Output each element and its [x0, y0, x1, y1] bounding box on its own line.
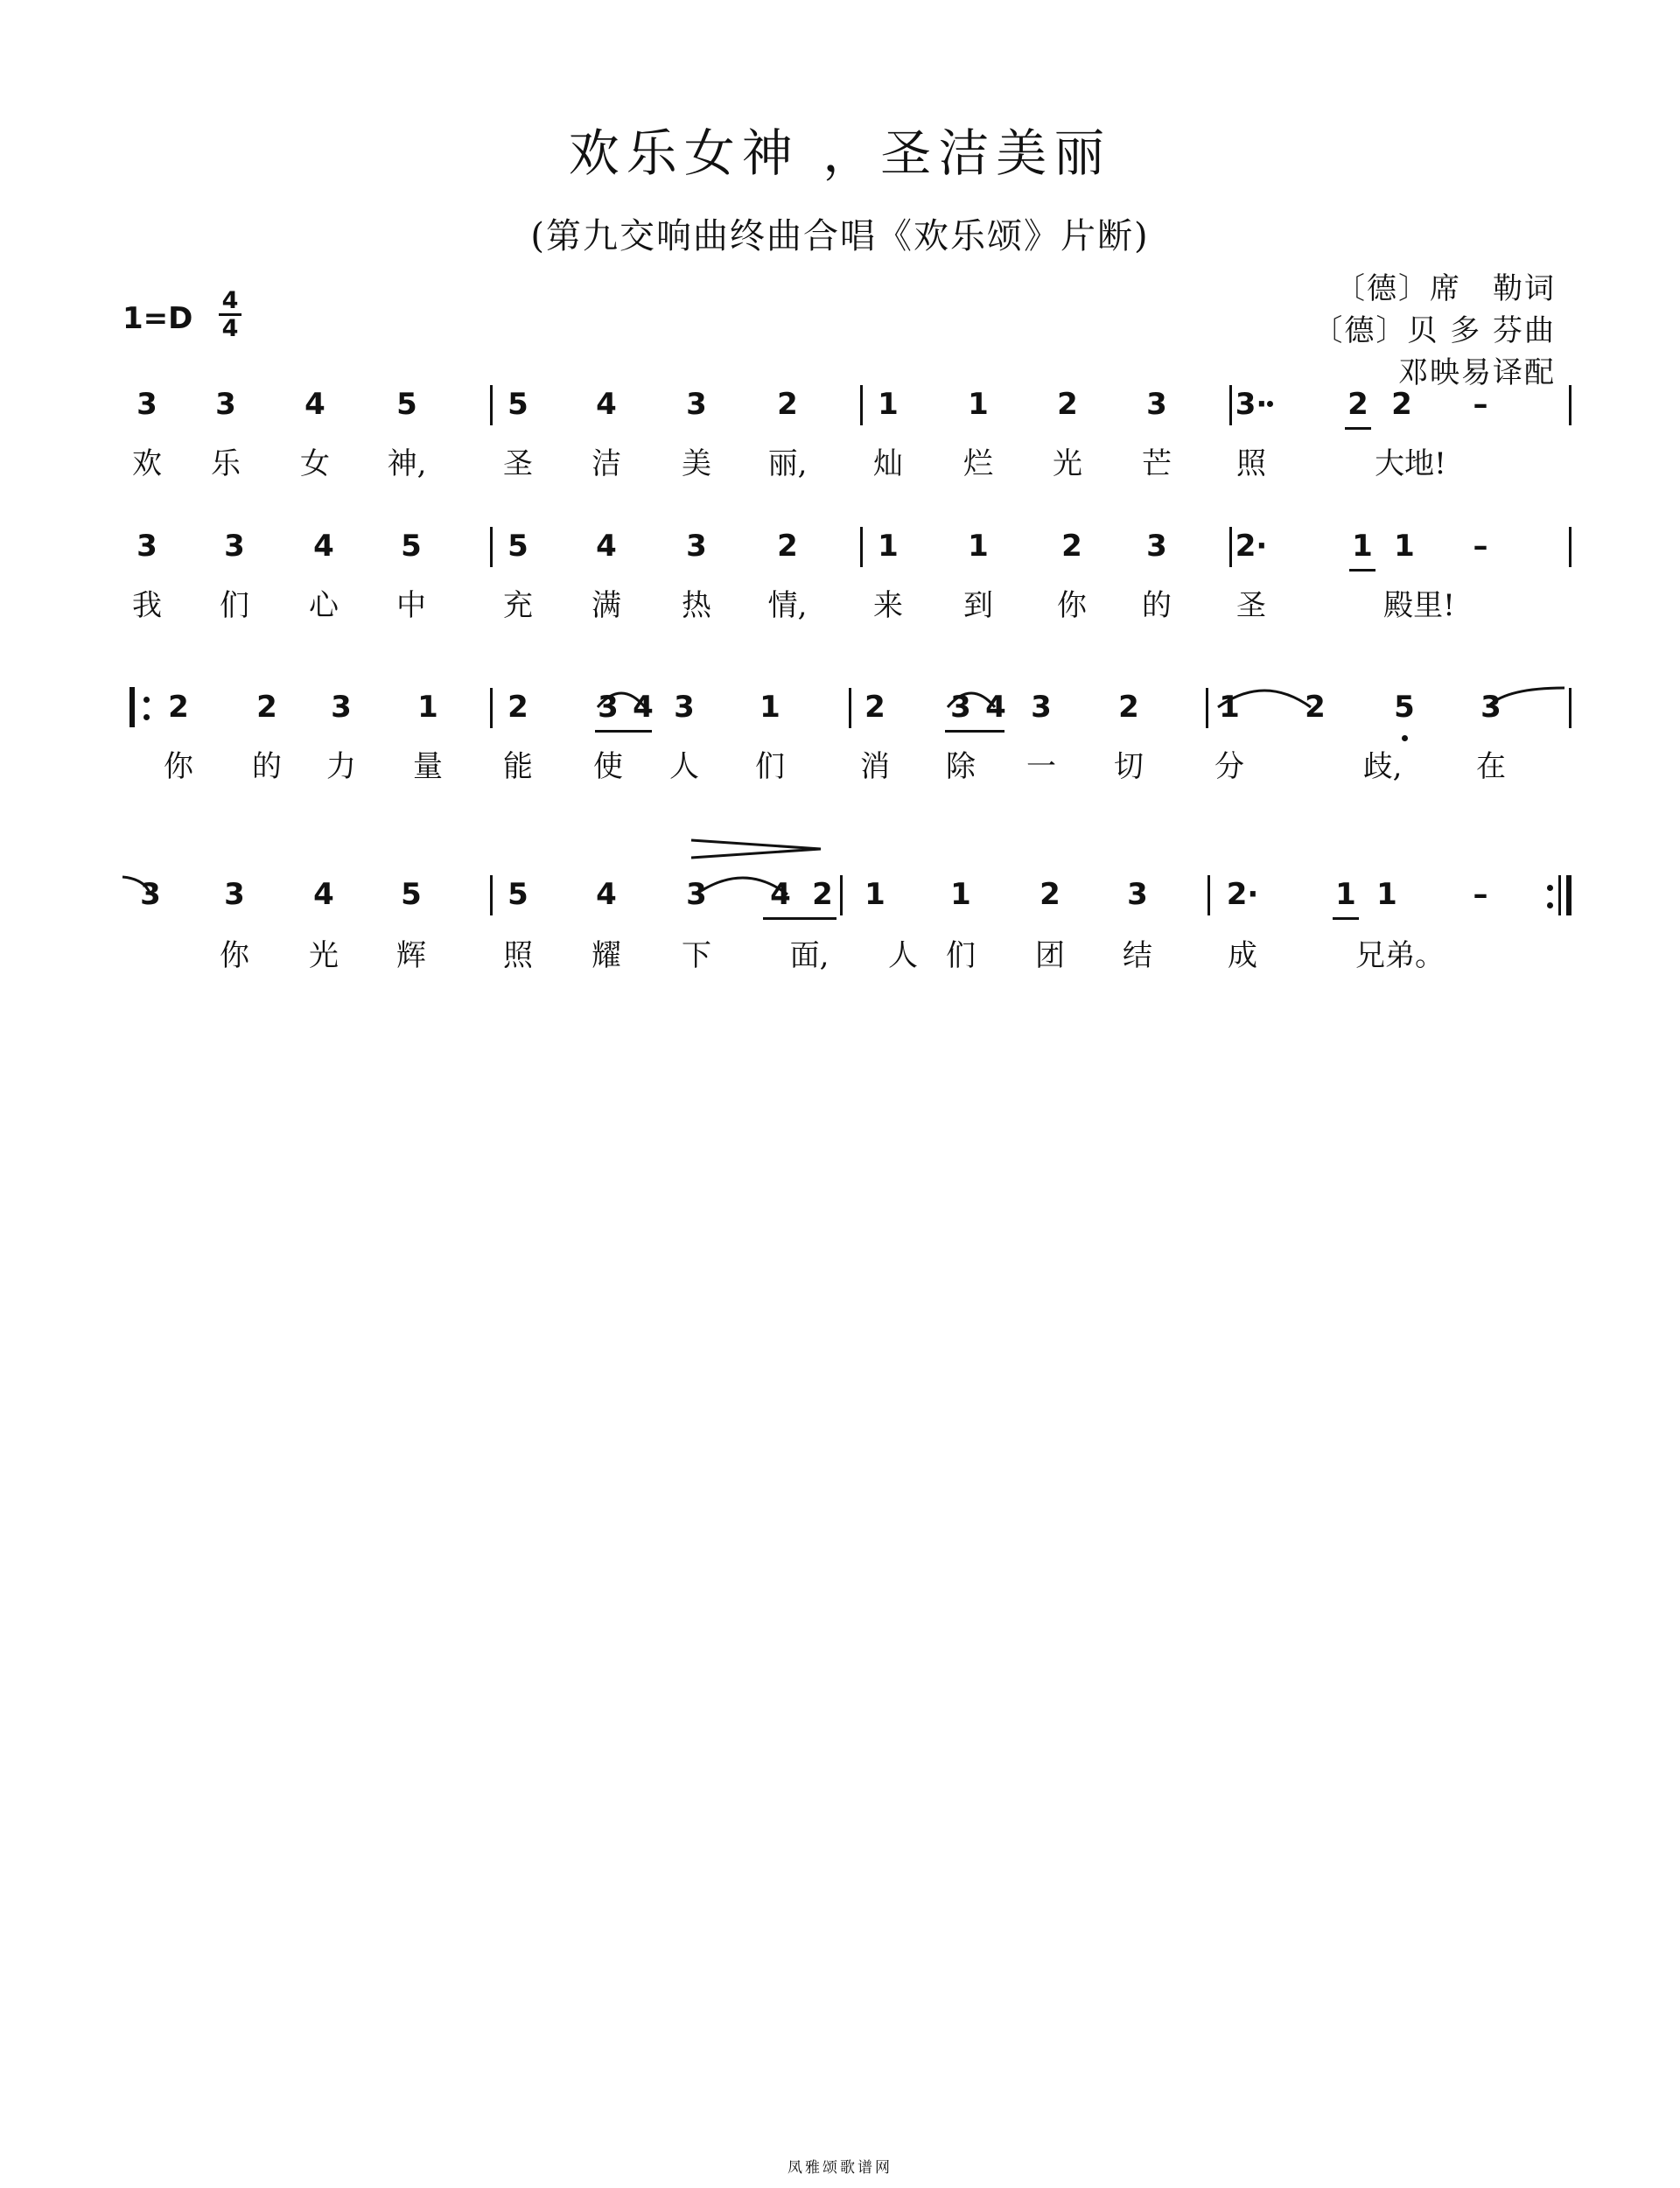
note: 5	[396, 387, 417, 422]
lyric-syllable: 你	[220, 938, 249, 973]
lyricist-credit: 〔德〕席 勒词	[1335, 271, 1556, 306]
note: 2	[1040, 877, 1060, 912]
note: 1	[968, 529, 989, 564]
lyric-syllable: 殿里!	[1383, 588, 1455, 623]
lyric-syllable: 乐	[211, 446, 241, 481]
slur	[1218, 691, 1311, 707]
note: 4	[313, 877, 334, 912]
note: –	[1473, 387, 1488, 422]
lyric-syllable: 欢	[132, 446, 162, 481]
note: 5	[508, 529, 528, 564]
lyric-syllable: 使	[593, 749, 623, 784]
note: –	[1473, 877, 1488, 912]
lyric-syllable: 灿	[873, 446, 903, 481]
lyric-syllable: 照	[1236, 446, 1266, 481]
lyric-syllable: 美	[682, 446, 711, 481]
note: 3	[686, 877, 707, 912]
note: 5	[1394, 690, 1415, 725]
lyric-syllable: 辉	[396, 938, 426, 973]
note: 2	[508, 690, 528, 725]
lyric-syllable: 你	[164, 749, 193, 784]
lyric-syllable: 充	[503, 588, 533, 623]
lyric-syllable: 烂	[963, 446, 993, 481]
note: 2·	[1235, 529, 1268, 564]
note: 1	[1394, 529, 1415, 564]
note: 4	[596, 529, 617, 564]
lyric-syllable: 情,	[767, 588, 808, 623]
lyric-syllable: 光	[309, 938, 339, 973]
note: 1	[417, 690, 438, 725]
lyric-syllable: 你	[1057, 588, 1087, 623]
note: 3	[1127, 877, 1148, 912]
lyric-syllable: 圣	[1236, 588, 1266, 623]
lyric-syllable: 圣	[503, 446, 533, 481]
note: 5	[508, 387, 528, 422]
note: 3	[136, 387, 158, 422]
lyric-syllable: 女	[300, 446, 330, 481]
lyric-syllable: 耀	[592, 938, 621, 973]
lyric-syllable: 我	[132, 588, 162, 623]
lyric-syllable: 大地!	[1375, 446, 1446, 481]
slur	[598, 693, 645, 707]
slur	[948, 693, 995, 707]
lyric-syllable: 力	[326, 749, 356, 784]
slur	[696, 878, 788, 894]
lyric-syllable: 除	[946, 749, 976, 784]
composer-credit: 〔德〕贝 多 芬曲	[1312, 313, 1556, 348]
note: 3	[1031, 690, 1052, 725]
note: 3·	[1235, 387, 1268, 422]
note: –	[1473, 529, 1488, 564]
note: 4	[633, 690, 654, 725]
note: 1	[1352, 529, 1373, 564]
note: 3	[224, 529, 245, 564]
tie	[122, 877, 150, 894]
lyric-syllable: 中	[396, 588, 426, 623]
note: 3	[224, 877, 245, 912]
note: 2	[168, 690, 189, 725]
note: 5	[401, 877, 422, 912]
lyric-syllable: 分	[1214, 749, 1244, 784]
lyric-syllable: 在	[1476, 749, 1506, 784]
note: 2	[812, 877, 833, 912]
decrescendo-mark	[691, 840, 821, 858]
note: 5	[508, 877, 528, 912]
note: 4	[304, 387, 326, 422]
note: 4	[596, 387, 617, 422]
note: 1	[760, 690, 780, 725]
note: 3	[674, 690, 695, 725]
lyric-syllable: 们	[755, 749, 785, 784]
lyric-syllable: 下	[682, 938, 711, 973]
lyric-syllable: 热	[682, 588, 711, 623]
note: 2	[1118, 690, 1139, 725]
note: 3	[1146, 529, 1167, 564]
note: 2	[777, 387, 798, 422]
note: 2	[1057, 387, 1078, 422]
lyric-syllable: 洁	[592, 446, 621, 481]
note: 1	[864, 877, 886, 912]
note: 2	[777, 529, 798, 564]
page-title: 欢乐女神 ，圣洁美丽	[568, 123, 1112, 183]
note: 5	[401, 529, 422, 564]
lyric-syllable: 们	[946, 938, 976, 973]
note: 3	[686, 529, 707, 564]
note: 1	[1335, 877, 1356, 912]
lyric-syllable: 的	[1142, 588, 1172, 623]
note: 3	[1146, 387, 1167, 422]
note: 4	[313, 529, 334, 564]
lyric-syllable: 照	[503, 938, 533, 973]
translator-credit: 邓映易译配	[1398, 355, 1556, 390]
note: 2	[864, 690, 886, 725]
lyric-syllable: 芒	[1142, 446, 1172, 481]
note: 2	[1348, 387, 1368, 422]
lyric-syllable: 兄弟。	[1355, 938, 1445, 973]
page-subtitle: (第九交响曲终曲合唱《欢乐颂》片断)	[530, 216, 1150, 256]
note: 1	[968, 387, 989, 422]
lyric-syllable: 面,	[789, 938, 830, 973]
note: 2	[1061, 529, 1082, 564]
note: 2	[1391, 387, 1412, 422]
lyric-syllable: 人	[669, 749, 699, 784]
lyric-syllable: 来	[873, 588, 903, 623]
note: 2	[256, 690, 277, 725]
note: 3	[950, 690, 971, 725]
lyric-syllable: 丽,	[767, 446, 808, 481]
tie	[1488, 688, 1564, 707]
note: 3	[136, 529, 158, 564]
note: 2	[1305, 690, 1326, 725]
lyric-syllable: 能	[503, 749, 533, 784]
note: 3	[598, 690, 619, 725]
watermark: 凤雅颂歌谱网	[788, 2159, 892, 2177]
note: 4	[985, 690, 1006, 725]
lyric-syllable: 满	[592, 588, 621, 623]
note: 1	[878, 529, 899, 564]
lyric-syllable: 到	[963, 588, 993, 623]
lyric-syllable: 的	[252, 749, 282, 784]
lyric-syllable: 歧,	[1362, 749, 1403, 784]
time-signature-beats: 4	[221, 287, 239, 314]
lyric-syllable: 切	[1114, 749, 1144, 784]
note: 3	[215, 387, 236, 422]
note: 4	[596, 877, 617, 912]
lyric-syllable: 消	[860, 749, 890, 784]
lyric-syllable: 成	[1228, 938, 1257, 973]
note: 4	[770, 877, 791, 912]
lyric-syllable: 结	[1123, 938, 1152, 973]
note: 1	[1376, 877, 1397, 912]
lyric-syllable: 一	[1026, 749, 1056, 784]
note: 3	[1480, 690, 1502, 725]
key-signature: 1=D	[122, 301, 193, 336]
note: 1	[878, 387, 899, 422]
lyric-syllable: 光	[1053, 446, 1082, 481]
note: 3	[686, 387, 707, 422]
note: 3	[331, 690, 352, 725]
note: 1	[950, 877, 971, 912]
note: 2·	[1226, 877, 1259, 912]
lyric-syllable: 神,	[387, 446, 427, 481]
lyric-syllable: 量	[413, 749, 443, 784]
note: 3	[140, 877, 161, 912]
lyric-syllable: 人	[888, 938, 918, 973]
lyric-syllable: 团	[1035, 938, 1065, 973]
lyric-syllable: 心	[309, 588, 339, 623]
lyric-syllable: 们	[220, 588, 249, 623]
note: 1	[1219, 690, 1240, 725]
time-signature-unit: 4	[221, 315, 239, 342]
